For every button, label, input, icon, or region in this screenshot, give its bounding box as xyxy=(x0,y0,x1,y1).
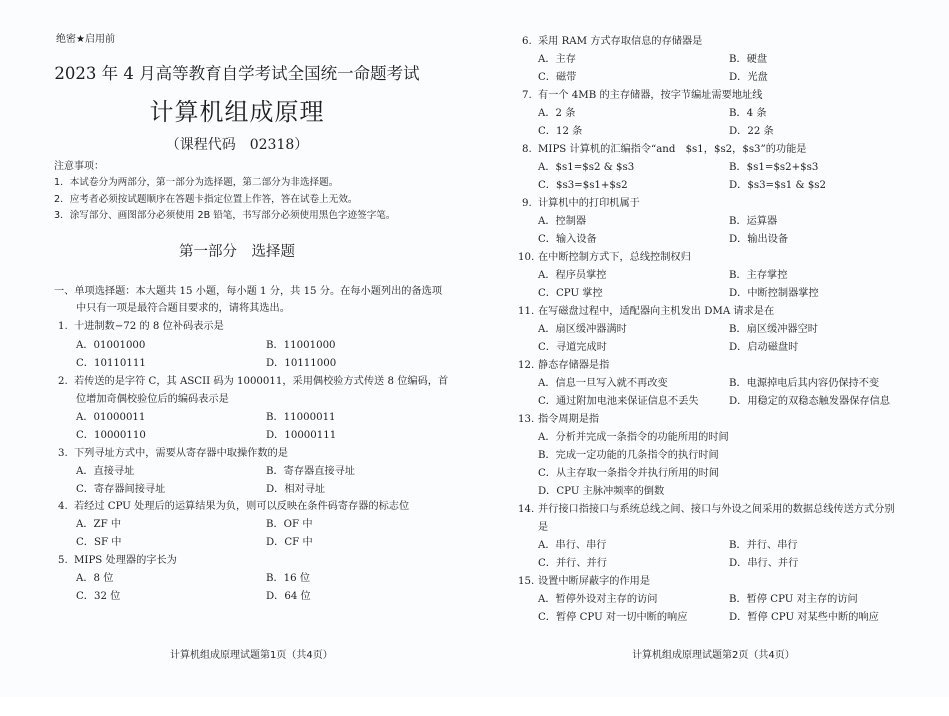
question-stem: 静态存储器是指 xyxy=(538,360,610,371)
option-c: C．寻道完成时 xyxy=(538,342,607,353)
question-number: 11. xyxy=(518,306,535,317)
question-stem: 采用 RAM 方式存取信息的存储器是 xyxy=(538,36,703,47)
notice-item: 1．本试卷分为两部分，第一部分为选择题，第二部分为非选择题。 xyxy=(54,177,339,188)
option-c: C．SF 中 xyxy=(76,537,122,548)
option-a: A．程序员掌控 xyxy=(538,270,607,281)
section-instructions-cont: 中只有一项是最符合题目要求的，请将其选出。 xyxy=(76,303,290,314)
question-4 xyxy=(58,497,409,512)
option-c: C．输入设备 xyxy=(538,234,597,245)
option-c: C．12 条 xyxy=(538,126,583,137)
question-number: 1. xyxy=(58,321,68,332)
question-number: 7. xyxy=(522,90,532,101)
option-a: A．暂停外设对主存的访问 xyxy=(538,594,658,605)
option-c: C．暂停 CPU 对一切中断的响应 xyxy=(538,612,688,623)
part-title: 第一部分 选择题 xyxy=(179,244,295,260)
option-a: A．分析并完成一条指令的功能所用的时间 xyxy=(538,432,729,443)
option-b: B．并行、串行 xyxy=(729,540,798,551)
option-b: B．扇区缓冲器空时 xyxy=(729,324,818,335)
question-number: 15. xyxy=(518,576,535,587)
question-11 xyxy=(518,302,774,317)
question-5 xyxy=(58,551,177,566)
option-d: D．相对寻址 xyxy=(266,484,326,495)
option-c: C．$s3=$s1+$s2 xyxy=(538,180,628,191)
question-stem-cont: 是 xyxy=(538,522,549,533)
question-9 xyxy=(522,194,640,209)
question-14 xyxy=(518,500,895,515)
page-footer: 计算机组成原理试题第1页（共4页） xyxy=(170,650,333,661)
option-d: D．光盘 xyxy=(729,72,768,83)
option-d: D．10000111 xyxy=(266,430,337,441)
question-stem: MIPS 计算机的汇编指令“and $s1，$s2，$s3”的功能是 xyxy=(538,144,807,155)
option-c: C．寄存器间接寻址 xyxy=(76,484,166,495)
question-number: 12. xyxy=(518,360,535,371)
option-c: C．10110111 xyxy=(76,358,146,369)
question-number: 5. xyxy=(58,555,68,566)
option-b: B．16 位 xyxy=(266,573,311,584)
option-c: C．从主存取一条指令并执行所用的时间 xyxy=(538,468,719,479)
question-number: 10. xyxy=(518,252,535,263)
option-d: D．CPU 主脉冲频率的倒数 xyxy=(538,486,665,497)
question-number: 8. xyxy=(522,144,532,155)
option-a: A．直接寻址 xyxy=(76,466,135,477)
option-b: B．11000011 xyxy=(266,412,336,423)
option-b: B．运算器 xyxy=(729,216,778,227)
option-b: B．硬盘 xyxy=(729,54,768,65)
option-c: C．32 位 xyxy=(76,591,121,602)
option-d: D．10111000 xyxy=(266,358,337,369)
course-title: 计算机组成原理 xyxy=(149,98,325,126)
section-instructions: 一、单项选择题：本大题共 15 小题，每小题 1 分，共 15 分。在每小题列出的备选项 xyxy=(54,286,443,297)
question-stem: MIPS 处理器的字长为 xyxy=(74,555,177,566)
question-13 xyxy=(518,410,599,425)
question-8 xyxy=(522,140,807,155)
confidential-label: 绝密★启用前 xyxy=(56,34,115,45)
page-footer: 计算机组成原理试题第2页（共4页） xyxy=(632,650,795,661)
option-d: D．64 位 xyxy=(266,591,311,602)
question-number: 9. xyxy=(522,198,532,209)
option-a: A．主存 xyxy=(538,54,576,65)
question-number: 13. xyxy=(518,414,535,425)
question-stem: 在写磁盘过程中，适配器向主机发出 DMA 请求是在 xyxy=(538,306,775,317)
option-c: C．10000110 xyxy=(76,430,146,441)
option-a: A．串行、串行 xyxy=(538,540,607,551)
question-number: 4. xyxy=(58,501,68,512)
option-b: B．$s1=$s2+$s3 xyxy=(729,162,819,173)
question-number: 2. xyxy=(58,376,68,387)
option-c: C．通过附加电池来保证信息不丢失 xyxy=(538,396,699,407)
option-b: B．寄存器直接寻址 xyxy=(266,466,355,477)
notice-heading: 注意事项： xyxy=(54,161,104,172)
option-b: B．11001000 xyxy=(266,340,336,351)
question-stem: 十进制数−72 的 8 位补码表示是 xyxy=(74,321,224,332)
question-1 xyxy=(58,317,224,332)
question-12 xyxy=(518,356,609,371)
option-a: A．01000011 xyxy=(76,412,146,423)
exam-title: 2023 年 4 月高等教育自学考试全国统一命题考试 xyxy=(54,64,420,83)
question-stem: 指令周期是指 xyxy=(538,414,600,425)
option-b: B．4 条 xyxy=(729,108,767,119)
option-c: C．CPU 掌控 xyxy=(538,288,603,299)
option-d: D．用稳定的双稳态触发器保存信息 xyxy=(729,396,890,407)
option-a: A．$s1=$s2 & $s3 xyxy=(538,162,635,173)
option-b: B．暂停 CPU 对主存的访问 xyxy=(729,594,858,605)
exam-page-1 xyxy=(0,0,474,697)
option-d: D．串行、并行 xyxy=(729,558,799,569)
option-b: B．完成一定功能的几条指令的执行时间 xyxy=(538,450,719,461)
question-7 xyxy=(522,86,762,101)
question-6 xyxy=(522,32,702,47)
question-15 xyxy=(518,572,650,587)
option-a: A．信息一旦写入就不再改变 xyxy=(538,378,668,389)
question-stem: 下列寻址方式中，需要从寄存器中取操作数的是 xyxy=(74,448,288,459)
option-d: D．输出设备 xyxy=(729,234,789,245)
exam-page-2 xyxy=(474,0,949,697)
option-b: B．OF 中 xyxy=(266,519,313,530)
question-stem: 在中断控制方式下，总线控制权归 xyxy=(538,252,691,263)
question-number: 3. xyxy=(58,448,68,459)
question-stem: 设置中断屏蔽字的作用是 xyxy=(538,576,651,587)
option-d: D．22 条 xyxy=(729,126,774,137)
question-stem: 有一个 4MB 的主存储器，按字节编址需要地址线 xyxy=(538,90,763,101)
option-c: C．并行、并行 xyxy=(538,558,607,569)
option-b: B．电源掉电后其内容仍保持不变 xyxy=(729,378,880,389)
option-a: A．控制器 xyxy=(538,216,587,227)
notice-item: 3．涂写部分、画图部分必须使用 2B 铅笔，书写部分必须使用黑色字迹签字笔。 xyxy=(54,210,396,221)
option-d: D．启动磁盘时 xyxy=(729,342,799,353)
option-d: D．中断控制器掌控 xyxy=(729,288,819,299)
option-d: D．$s3=$s1 & $s2 xyxy=(729,180,827,191)
option-a: A．2 条 xyxy=(538,108,576,119)
option-a: A．01001000 xyxy=(76,340,146,351)
option-a: A．ZF 中 xyxy=(76,519,122,530)
question-stem: 计算机中的打印机属于 xyxy=(538,198,640,209)
question-10 xyxy=(518,248,691,263)
course-code: （课程代码 02318） xyxy=(165,137,309,153)
option-c: C．磁带 xyxy=(538,72,577,83)
question-stem-cont: 位增加奇偶校验位后的编码表示是 xyxy=(76,394,229,405)
option-d: D．暂停 CPU 对某些中断的响应 xyxy=(729,612,879,623)
question-3 xyxy=(58,444,288,459)
notice-item: 2．应考者必须按试题顺序在答题卡指定位置上作答，答在试卷上无效。 xyxy=(54,194,358,205)
question-stem: 若传送的是字符 C，其 ASCII 码为 1000011，采用偶校验方式传送 8 位编码，首 xyxy=(74,376,449,387)
question-number: 14. xyxy=(518,504,535,515)
question-stem: 并行接口指接口与系统总线之间、接口与外设之间采用的数据总线传送方式分别 xyxy=(538,504,895,515)
option-b: B．主存掌控 xyxy=(729,270,788,281)
option-a: A．扇区缓冲器满时 xyxy=(538,324,627,335)
option-a: A．8 位 xyxy=(76,573,114,584)
question-stem: 若经过 CPU 处理后的运算结果为负，则可以反映在条件码寄存器的标志位 xyxy=(74,501,410,512)
option-d: D．CF 中 xyxy=(266,537,313,548)
question-number: 6. xyxy=(522,36,532,47)
question-2 xyxy=(58,372,448,387)
